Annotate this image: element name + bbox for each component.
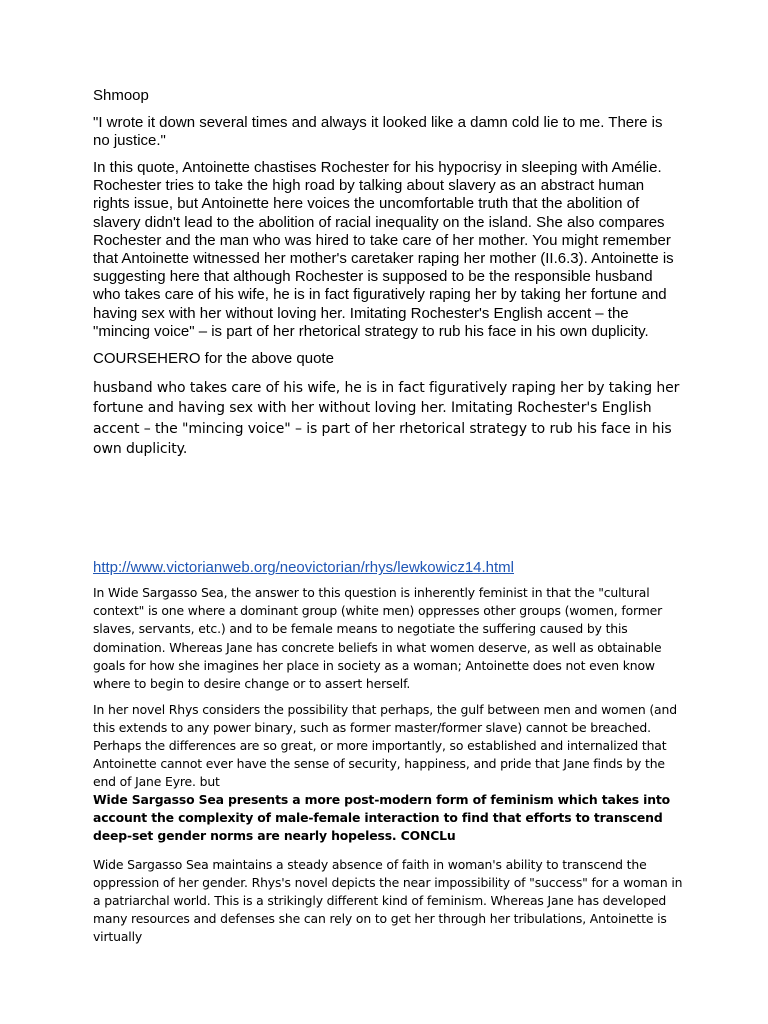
heading-shmoop: Shmoop	[93, 87, 149, 104]
paragraph-absence-of-faith: Wide Sargasso Sea maintains a steady absence of faith in woman's ability to transcend the oppression of her gender. Rhys's novel depicts the near impossibility of "success" for a woman in a patriarchal world. This is a strikingly different kind of feminism. Whereas Jane has developed many resources and defenses she can rely on to get her through her tribulations, Antoinette is virtually	[93, 856, 683, 944]
victorianweb-link[interactable]: http://www.victorianweb.org/neovictorian/rhys/lewkowicz14.html	[93, 559, 515, 577]
paragraph-gulf	[93, 701, 683, 846]
paragraph-gulf-regular: In her novel Rhys considers the possibility that perhaps, the gulf between men and women (and this extends to any power binary, such as former master/former slave) cannot be breached. Perhaps the differences are so great, or more importantly, so established and internalized that Antoinette cannot ever have the sense of security, happiness, and pride that Jane finds by the end of Jane Eyre. but	[93, 701, 677, 790]
paragraph-feminist-context: In Wide Sargasso Sea, the answer to this question is inherently feminist in that the "cultural context" is one where a dominant group (white men) oppresses other groups (women, former slaves, servants, etc.) and to be female means to negotiate the suffering caused by this domination. Whereas Jane has concrete beliefs in what women deserve, as well as obtainable goals for how she imagines her place in society as a woman; Antoinette does not even know where to begin to desire change or to assert herself.	[93, 585, 663, 691]
heading-coursehero: COURSEHERO for the above quote	[93, 350, 334, 368]
analysis-paragraph: In this quote, Antoinette chastises Rochester for his hypocrisy in sleeping with Amélie. Rochester tries to take the high road by talking about slavery as an abstract human rights issue, but Antoinette here voices the uncomfortable truth that the abolition of slavery didn't lead to the abolition of racial inequality on the island. She also compares Rochester and the man who was hired to take care of her mother. You might remember that Antoinette witnessed her mother's caretaker raping her mother (II.6.3). Antoinette is suggesting here that although Rochester is supposed to be the responsible husband who takes care of his wife, he is in fact figuratively raping her by taking her fortune and having sex with her without loving her. Imitating Rochester's English accent – the "mincing voice" – is part of her rhetorical strategy to rub his face in his own duplicity.	[93, 159, 674, 340]
paragraph-gulf-bold: Wide Sargasso Sea presents a more post-modern form of feminism which takes into account the complexity of male-female interaction to find that efforts to transcend deep-set gender norms are nearly hopeless. CONCLu	[93, 792, 671, 844]
document-page	[93, 86, 683, 946]
quote-text: "I wrote it down several times and always it looked like a damn cold lie to me. There is no justice."	[93, 114, 663, 149]
coursehero-paragraph: husband who takes care of his wife, he is in fact figuratively raping her by taking her fortune and having sex with her without loving her. Imitating Rochester's English accent – the "mincing voice" – is part of her rhetorical strategy to rub his face in his own duplicity.	[93, 380, 680, 457]
